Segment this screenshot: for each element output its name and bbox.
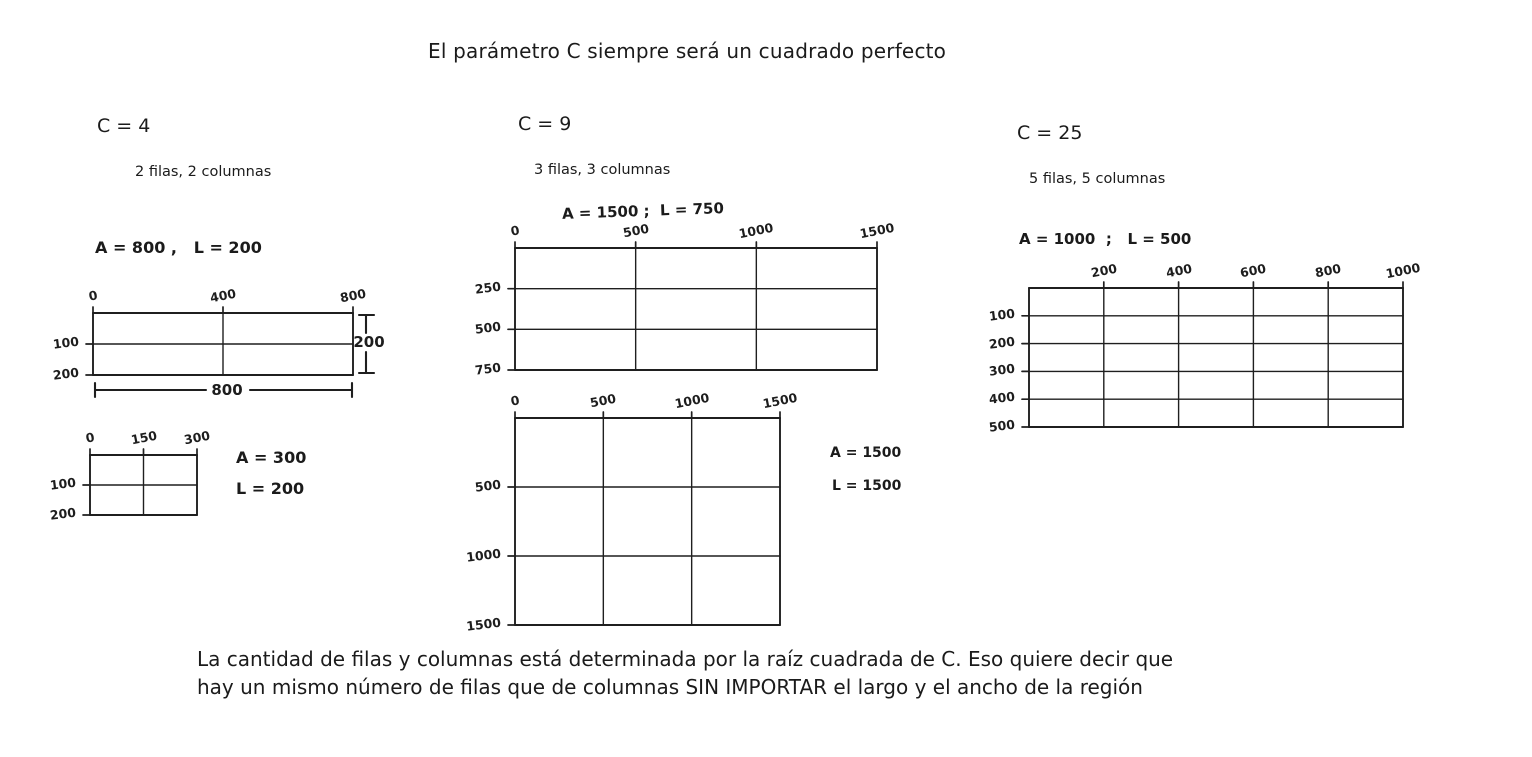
c9-wide-ytick-500: 500 [474,318,502,338]
c9-wide-xtick-0: 0 [509,222,521,239]
c9-wide-ytick-750: 750 [474,359,502,378]
c9-wide-xtick-1500: 1500 [858,219,896,242]
section-c25-subheading: 5 filas, 5 columnas [1029,171,1166,187]
label-c4-small-area: A = 300 [236,448,307,467]
c9-square-ytick-500: 500 [474,476,502,495]
c4-main-xtick-800: 800 [338,285,368,306]
c9-square-xtick-1000: 1000 [673,389,711,412]
label-c4-area-length: A = 800 , L = 200 [95,238,262,257]
label-c9-wide-area-length: A = 1500 ; L = 750 [561,199,725,223]
c25-ytick-100: 100 [988,305,1016,324]
dim-height-200-label: 200 [353,333,385,351]
c9-square-xtick-1500: 1500 [761,389,799,412]
c25-ytick-300: 300 [988,361,1016,380]
c4-main-ytick-200: 200 [52,364,80,383]
c25-xtick-400: 400 [1164,260,1193,281]
c4-main-ytick-100: 100 [52,333,80,352]
c25-xtick-600: 600 [1239,260,1268,281]
c25-xtick-800: 800 [1313,260,1343,281]
label-c25-area-length: A = 1000 ; L = 500 [1019,230,1192,248]
c4-main-xtick-0: 0 [87,287,99,304]
footer-line-2: hay un mismo número de filas que de columnas SIN IMPORTAR el largo y el ancho de la región [197,675,1143,699]
c9-square-xtick-500: 500 [589,390,618,411]
c25-xtick-200: 200 [1089,260,1119,281]
section-c4-heading: C = 4 [97,115,151,137]
c9-square-ytick-1000: 1000 [465,545,502,565]
c4-small-xtick-0: 0 [84,429,96,446]
section-c9-heading: C = 9 [518,113,572,135]
c9-wide-xtick-1000: 1000 [737,219,775,242]
c4-small-ytick-100: 100 [49,474,77,493]
c4-small-xtick-300: 300 [182,427,212,448]
label-c9-square-length: L = 1500 [832,478,902,494]
section-c4-subheading: 2 filas, 2 columnas [135,164,272,180]
c9-wide-xtick-500: 500 [621,220,650,241]
label-c9-square-area: A = 1500 [830,445,902,461]
c25-ytick-500: 500 [988,416,1016,435]
section-c25-heading: C = 25 [1017,122,1083,144]
c9-wide-ytick-250: 250 [474,278,502,297]
c4-main-xtick-400: 400 [208,285,238,306]
c9-square-ytick-1500: 1500 [465,614,502,634]
c25-ytick-400: 400 [988,388,1016,407]
c25-xtick-1000: 1000 [1384,259,1422,282]
label-c4-small-length: L = 200 [236,479,305,498]
c9-square-xtick-0: 0 [509,392,521,409]
c25-ytick-200: 200 [988,333,1016,352]
section-c9-subheading: 3 filas, 3 columnas [534,162,671,178]
dim-width-800-label: 800 [211,381,243,399]
footer-line-1: La cantidad de filas y columnas está determinada por la raíz cuadrada de C. Eso quiere decir que [197,647,1174,671]
c4-small-xtick-150: 150 [129,427,158,448]
c4-small-ytick-200: 200 [49,504,77,523]
page-title: El parámetro C siempre será un cuadrado perfecto [428,39,947,63]
